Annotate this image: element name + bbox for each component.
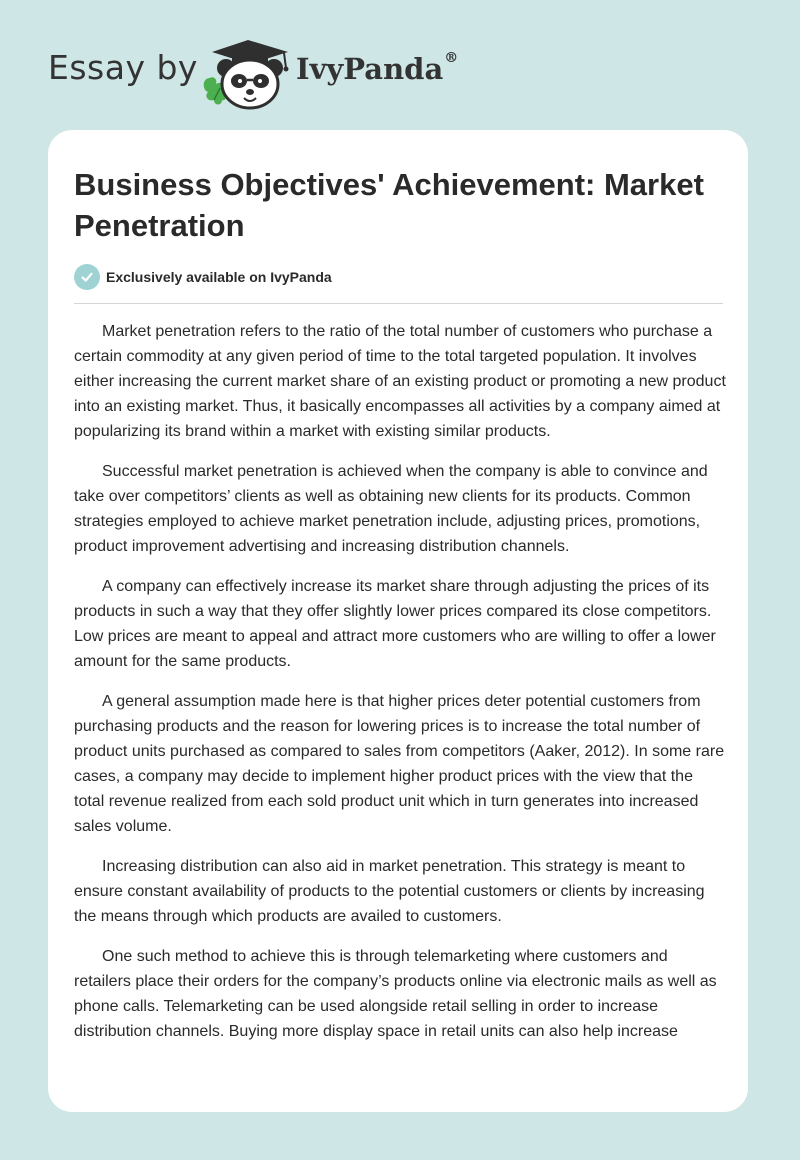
- essay-paragraph: A company can effectively increase its market share through adjusting the prices of its products in such a way that they offer slightly lower prices compared its close competitors. Low prices are meant to appeal and attract more customers who are willing to offer a lower amount for the same products.: [74, 578, 716, 670]
- site-header: [0, 0, 800, 128]
- ivypanda-logo[interactable]: [200, 34, 296, 110]
- essay-paragraph: Market penetration refers to the ratio of the total number of customers who purchase a certain commodity at any given period of time to the total targeted population. It involves either increasing the current market share of an existing product or promoting a new product into an existing market. Thus, it basically encompasses all activities by a company aimed at popularizing its brand within a market with existing similar products.: [74, 323, 726, 440]
- exclusive-badge-label: Exclusively available on IvyPanda: [106, 269, 332, 285]
- brand-name[interactable]: [296, 52, 458, 86]
- check-circle-icon: [74, 264, 100, 290]
- essay-paragraph: One such method to achieve this is through telemarketing where customers and retailers place their orders for the company’s products online via electronic mails as well as phone calls. Telemarketing can be used alongside retail selling in order to increase distribution channels. Buying more display space in retail units can also help increase: [74, 948, 717, 1040]
- essay-by-label: Essay by: [48, 48, 198, 87]
- essay-title: Business Objectives' Achievement: Market Penetration: [74, 167, 704, 243]
- panda-graduate-logo-icon: [200, 34, 296, 110]
- essay-paragraph: Increasing distribution can also aid in market penetration. This strategy is meant to ensure constant availability of products to the potential customers or clients by increasing the means through which products are availed to customers.: [74, 858, 705, 925]
- essay-body: [74, 319, 726, 1059]
- essay-paragraph: A general assumption made here is that higher prices deter potential customers from purchasing products and the reason for lowering prices is to increase the total number of product units purchased as compared to sales from competitors (Aaker, 2012). In some rare cases, a company may decide to implement higher product prices with the view that the total revenue realized from each sold product unit which in turn generates into increased sales volume.: [74, 693, 725, 835]
- essay-paragraph: Successful market penetration is achieved when the company is able to convince and take over competitors’ clients as well as obtaining new clients for its products. Common strategies employed to achieve market penetration include, adjusting prices, promotions, product improvement advertising and increasing distribution channels.: [74, 463, 708, 555]
- registered-mark: ®: [444, 50, 459, 66]
- essay-card: [48, 130, 748, 1112]
- exclusive-badge: [74, 264, 332, 290]
- brand-name-text: IvyPanda: [296, 52, 444, 86]
- title-divider: [74, 303, 723, 304]
